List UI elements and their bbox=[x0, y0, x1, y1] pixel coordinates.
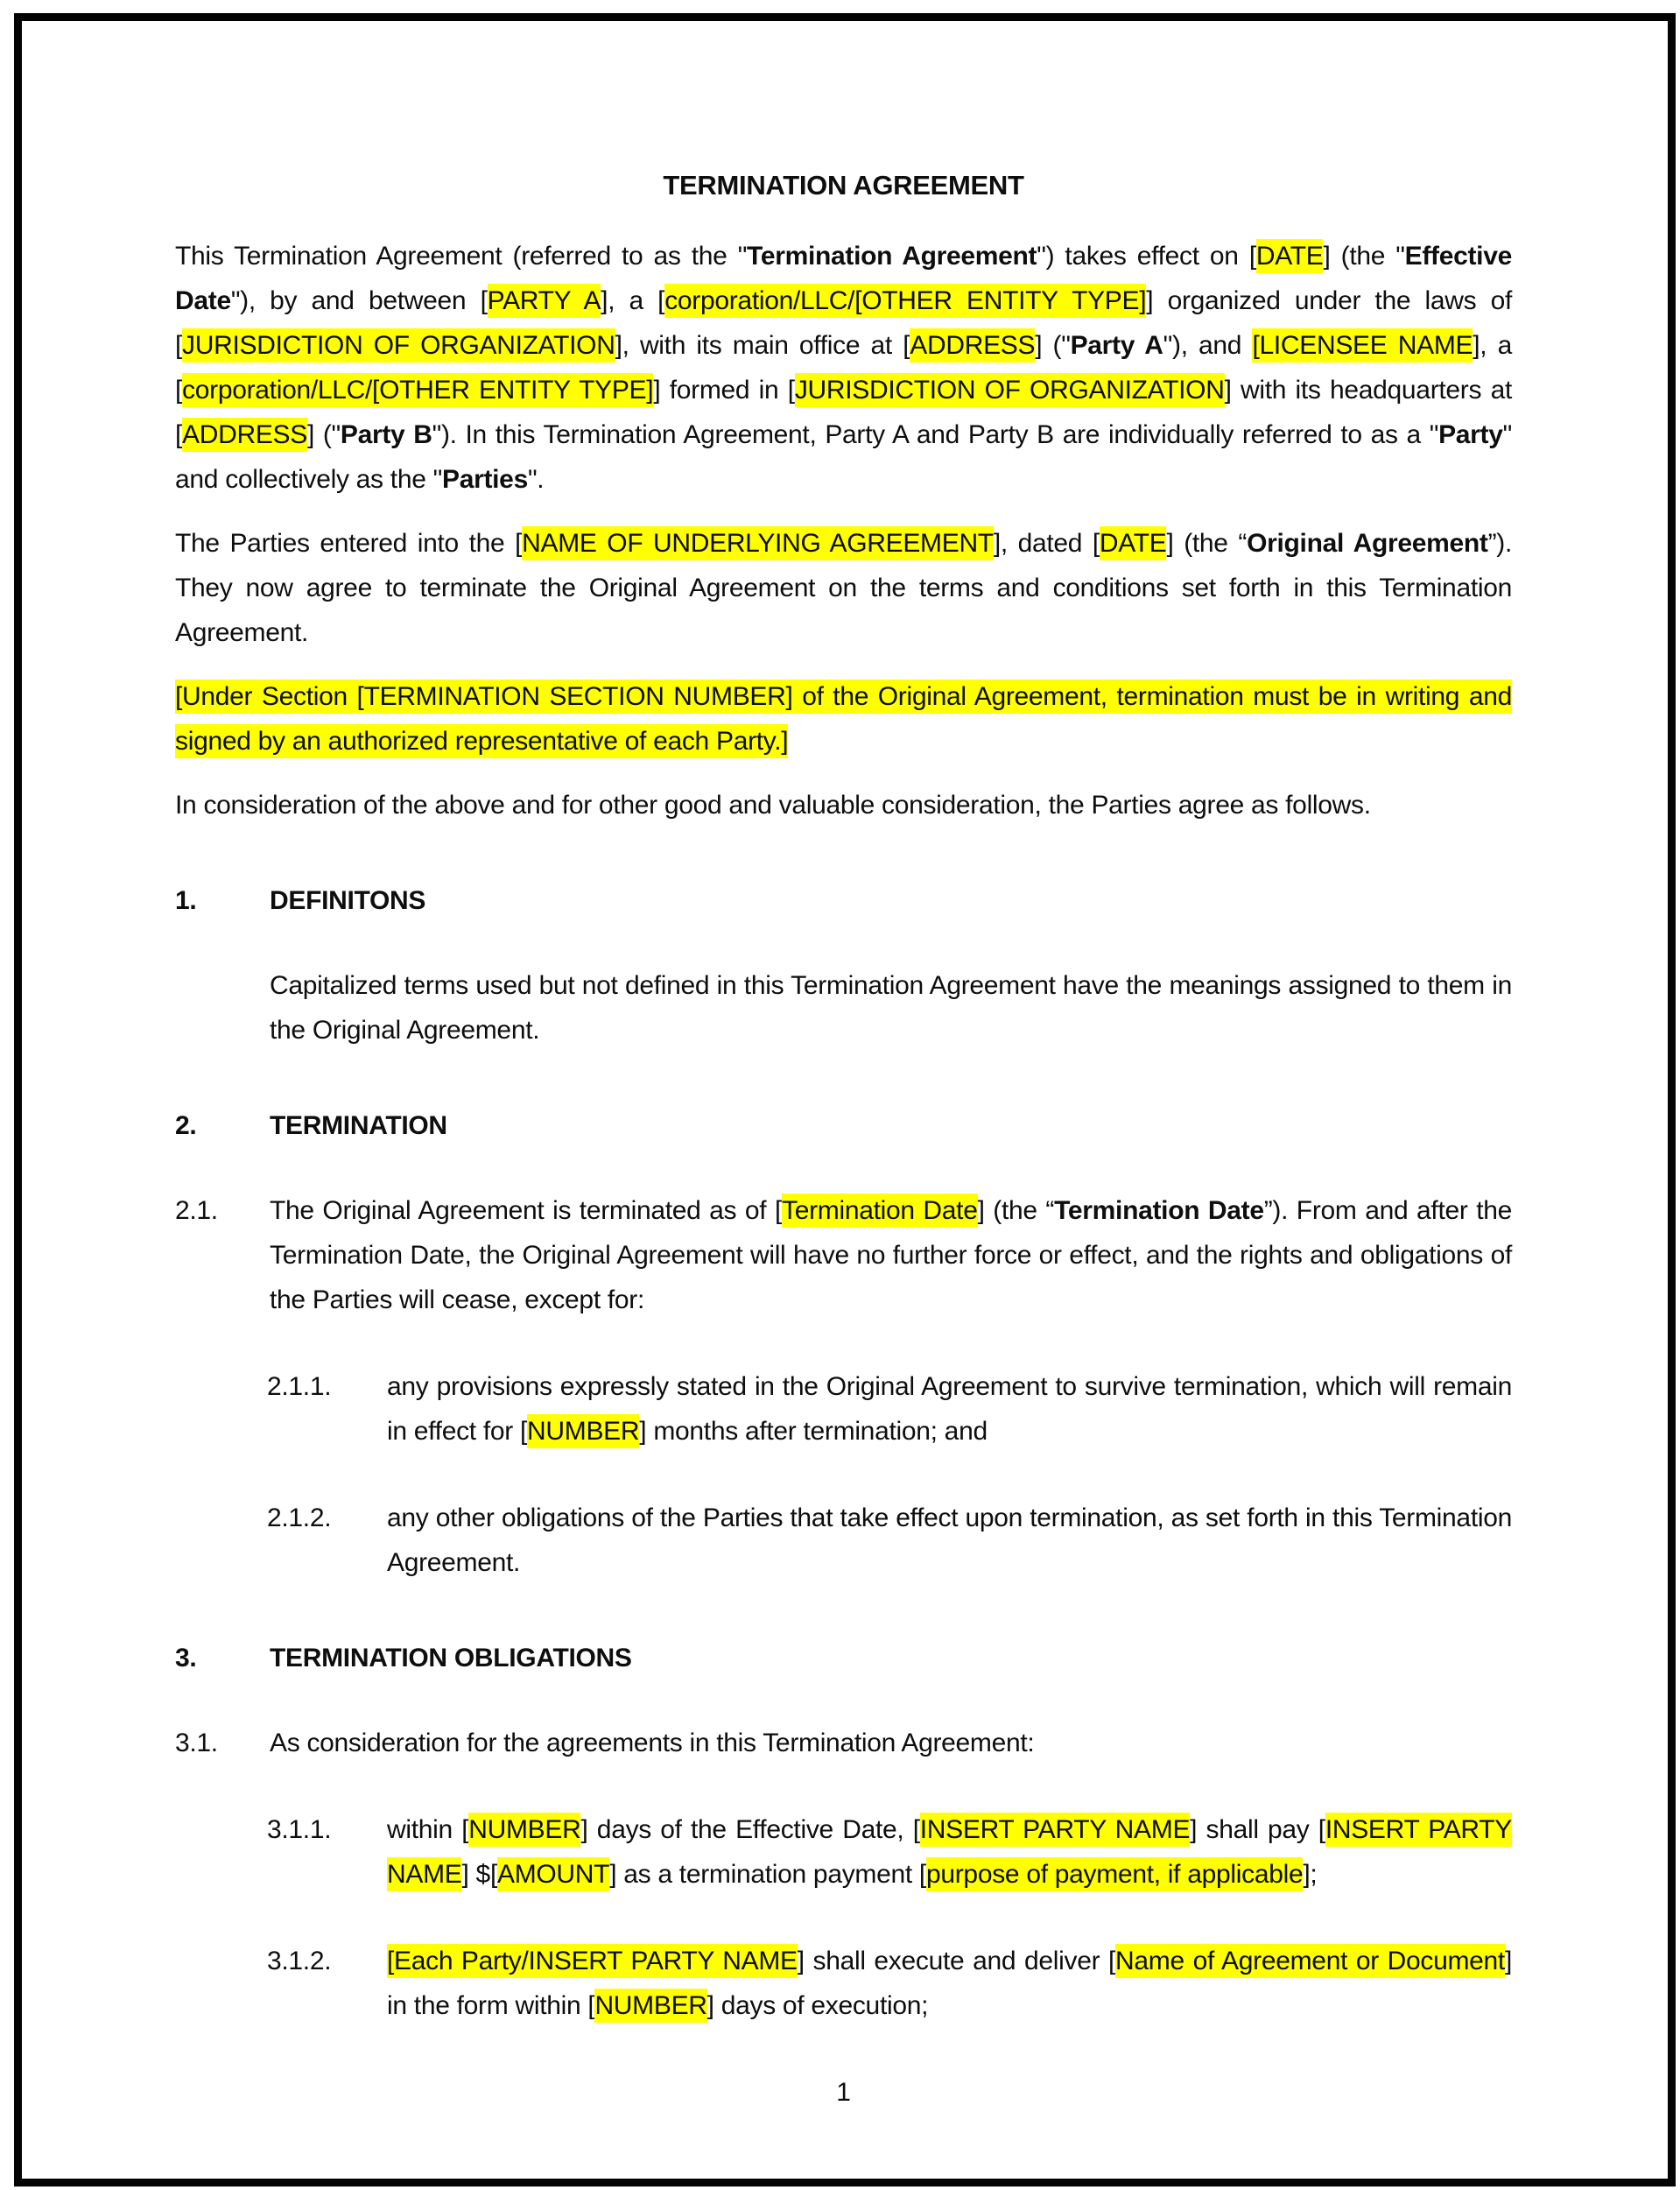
clause-number: 2.1. bbox=[175, 1196, 218, 1225]
text-run: Capitalized terms used but not defined in this Termination Agreement have the meanings assigned to them in the Original Agreement. bbox=[270, 971, 1512, 1045]
clause-text bbox=[270, 1188, 1512, 1322]
text-run: ], a [ bbox=[601, 286, 665, 315]
text-run: In consideration of the above and for other good and valuable consideration, the Parties agree as follows. bbox=[175, 791, 1371, 820]
text-run: The Parties entered into the [ bbox=[175, 529, 523, 558]
clause-2-1-2 bbox=[267, 1496, 1512, 1585]
placeholder-highlight: JURISDICTION OF ORGANIZATION bbox=[182, 328, 615, 363]
text-run: ] formed in [ bbox=[653, 376, 795, 405]
section-title: DEFINITONS bbox=[270, 886, 426, 915]
placeholder-highlight: [Each Party/INSERT PARTY NAME bbox=[387, 1944, 798, 1978]
text-run: Termination Date bbox=[1054, 1196, 1264, 1225]
text-run: ] organized under the laws of [ bbox=[175, 286, 1513, 360]
clause-number: 3.1.1. bbox=[267, 1815, 332, 1844]
clause-3-1-1 bbox=[267, 1807, 1512, 1897]
clause-2-1-1 bbox=[267, 1364, 1512, 1454]
text-run: Effective Date bbox=[175, 242, 1512, 315]
text-run: within [ bbox=[387, 1815, 469, 1844]
clause-number: 2.1.2. bbox=[267, 1503, 332, 1532]
text-run: Party A bbox=[1070, 331, 1163, 360]
text-run: ] (the “ bbox=[977, 1196, 1055, 1225]
placeholder-highlight: ADDRESS bbox=[182, 418, 307, 452]
clause-text bbox=[387, 1807, 1512, 1897]
paragraph-recitals bbox=[175, 521, 1512, 655]
text-run: ], a [ bbox=[175, 331, 1512, 405]
text-run: ], dated [ bbox=[993, 529, 1100, 558]
placeholder-highlight: corporation/LLC/[OTHER ENTITY TYPE] bbox=[182, 373, 653, 407]
section-title: TERMINATION OBLIGATIONS bbox=[270, 1644, 632, 1672]
section-heading-termination-obligations bbox=[175, 1636, 1512, 1680]
text-run: Termination Agreement bbox=[747, 242, 1037, 271]
clause-3-1-2 bbox=[267, 1939, 1512, 2028]
clause-text bbox=[270, 1721, 1512, 1765]
text-run: ]; bbox=[1303, 1860, 1318, 1889]
section-number: 2. bbox=[175, 1111, 197, 1140]
placeholder-highlight: AMOUNT bbox=[497, 1857, 609, 1891]
placeholder-highlight: corporation/LLC/[OTHER ENTITY TYPE] bbox=[664, 284, 1146, 318]
clause-3-1 bbox=[175, 1721, 1512, 1765]
text-run: ") takes effect on [ bbox=[1037, 242, 1256, 271]
placeholder-highlight: NUMBER bbox=[527, 1414, 639, 1448]
text-run: any other obligations of the Parties that take effect upon termination, as set forth in this Termination Agreement. bbox=[387, 1503, 1512, 1577]
text-run: This Termination Agreement (referred to as the " bbox=[175, 242, 748, 271]
placeholder-highlight: JURISDICTION OF ORGANIZATION bbox=[795, 373, 1225, 407]
clause-text bbox=[387, 1939, 1512, 2028]
clause-number: 3.1.2. bbox=[267, 1947, 332, 1975]
section-heading-termination bbox=[175, 1103, 1512, 1148]
text-run: ] $[ bbox=[461, 1860, 497, 1889]
placeholder-highlight: PARTY A bbox=[488, 284, 601, 318]
text-run: ] (" bbox=[306, 420, 341, 449]
text-run: any provisions expressly stated in the Original Agreement to survive termination, which will remain in effect for [ bbox=[387, 1372, 1512, 1446]
text-run: ] (" bbox=[1035, 331, 1071, 360]
text-run: Parties bbox=[441, 465, 528, 494]
text-run: ] (the " bbox=[1323, 242, 1405, 271]
text-run: ] (the “ bbox=[1166, 529, 1248, 558]
clause-number: 3.1. bbox=[175, 1729, 218, 1757]
placeholder-highlight: NAME OF UNDERLYING AGREEMENT bbox=[522, 526, 994, 560]
text-run: Original Agreement bbox=[1247, 529, 1488, 558]
placeholder-highlight: DATE bbox=[1256, 239, 1324, 273]
document-title: TERMINATION AGREEMENT bbox=[663, 170, 1024, 201]
text-run: ], with its main office at [ bbox=[615, 331, 910, 360]
text-run: ”). They now agree to terminate the Original Agreement on the terms and conditions set forth in this Termination Agreement. bbox=[175, 529, 1513, 647]
text-run: ] shall pay [ bbox=[1190, 1815, 1325, 1844]
text-run: ] days of the Effective Date, [ bbox=[580, 1815, 920, 1844]
text-run: ] with its headquarters at [ bbox=[175, 376, 1512, 449]
text-run: ”). From and after the Termination Date, the Original Agreement will have no further force or effect, and the rights and obligations of the Parties will cease, except for: bbox=[270, 1196, 1512, 1314]
placeholder-highlight: NUMBER bbox=[468, 1813, 580, 1847]
text-run: Party bbox=[1438, 420, 1503, 449]
text-run: The Original Agreement is terminated as of [ bbox=[270, 1196, 782, 1225]
text-run: ] in the form within [ bbox=[387, 1947, 1512, 2020]
text-run: "), and bbox=[1163, 331, 1253, 360]
placeholder-highlight: Name of Agreement or Document bbox=[1115, 1944, 1505, 1978]
text-run: ] months after termination; and bbox=[639, 1417, 988, 1446]
placeholder-highlight: [LICENSEE NAME bbox=[1252, 328, 1473, 363]
placeholder-highlight: Termination Date bbox=[782, 1194, 978, 1228]
placeholder-highlight: INSERT PARTY NAME bbox=[920, 1813, 1190, 1847]
placeholder-highlight: [Under Section [TERMINATION SECTION NUMBER] of the Original Agreement, termination must be in writing and signed by an authorized representative of each Party.] bbox=[175, 680, 1512, 758]
section-number: 1. bbox=[175, 886, 197, 915]
section-number: 3. bbox=[175, 1644, 197, 1672]
clause-text bbox=[387, 1364, 1512, 1454]
text-run: Party B bbox=[340, 420, 432, 449]
text-run: " and collectively as the " bbox=[175, 420, 1512, 494]
text-run: ] as a termination payment [ bbox=[609, 1860, 926, 1889]
text-run: ". bbox=[527, 465, 545, 494]
paragraph-termination-requirement bbox=[175, 674, 1512, 764]
text-run: As consideration for the agreements in this Termination Agreement: bbox=[270, 1729, 1035, 1757]
placeholder-highlight: DATE bbox=[1100, 526, 1167, 560]
clause-2-1 bbox=[175, 1188, 1512, 1322]
placeholder-highlight: ADDRESS bbox=[910, 328, 1035, 363]
text-run: "), by and between [ bbox=[230, 286, 488, 315]
text-run: "). In this Termination Agreement, Party A and Party B are individually referred to as a " bbox=[432, 420, 1439, 449]
clause-number: 2.1.1. bbox=[267, 1372, 332, 1401]
paragraph-consideration bbox=[175, 783, 1512, 827]
page-number: 1 bbox=[836, 2078, 851, 2107]
section-title: TERMINATION bbox=[270, 1111, 447, 1140]
paragraph-opening bbox=[175, 234, 1512, 502]
section-heading-definitions bbox=[175, 878, 1512, 923]
clause-text bbox=[387, 1496, 1512, 1585]
document-content bbox=[175, 163, 1512, 2115]
text-run: ] days of execution; bbox=[706, 1991, 929, 2020]
placeholder-highlight: purpose of payment, if applicable bbox=[926, 1857, 1303, 1891]
text-run: ] shall execute and deliver [ bbox=[797, 1947, 1116, 1975]
placeholder-highlight: INSERT PARTY NAME bbox=[387, 1813, 1512, 1891]
paragraph-definitions-body bbox=[270, 963, 1512, 1053]
placeholder-highlight: NUMBER bbox=[594, 1989, 706, 2023]
